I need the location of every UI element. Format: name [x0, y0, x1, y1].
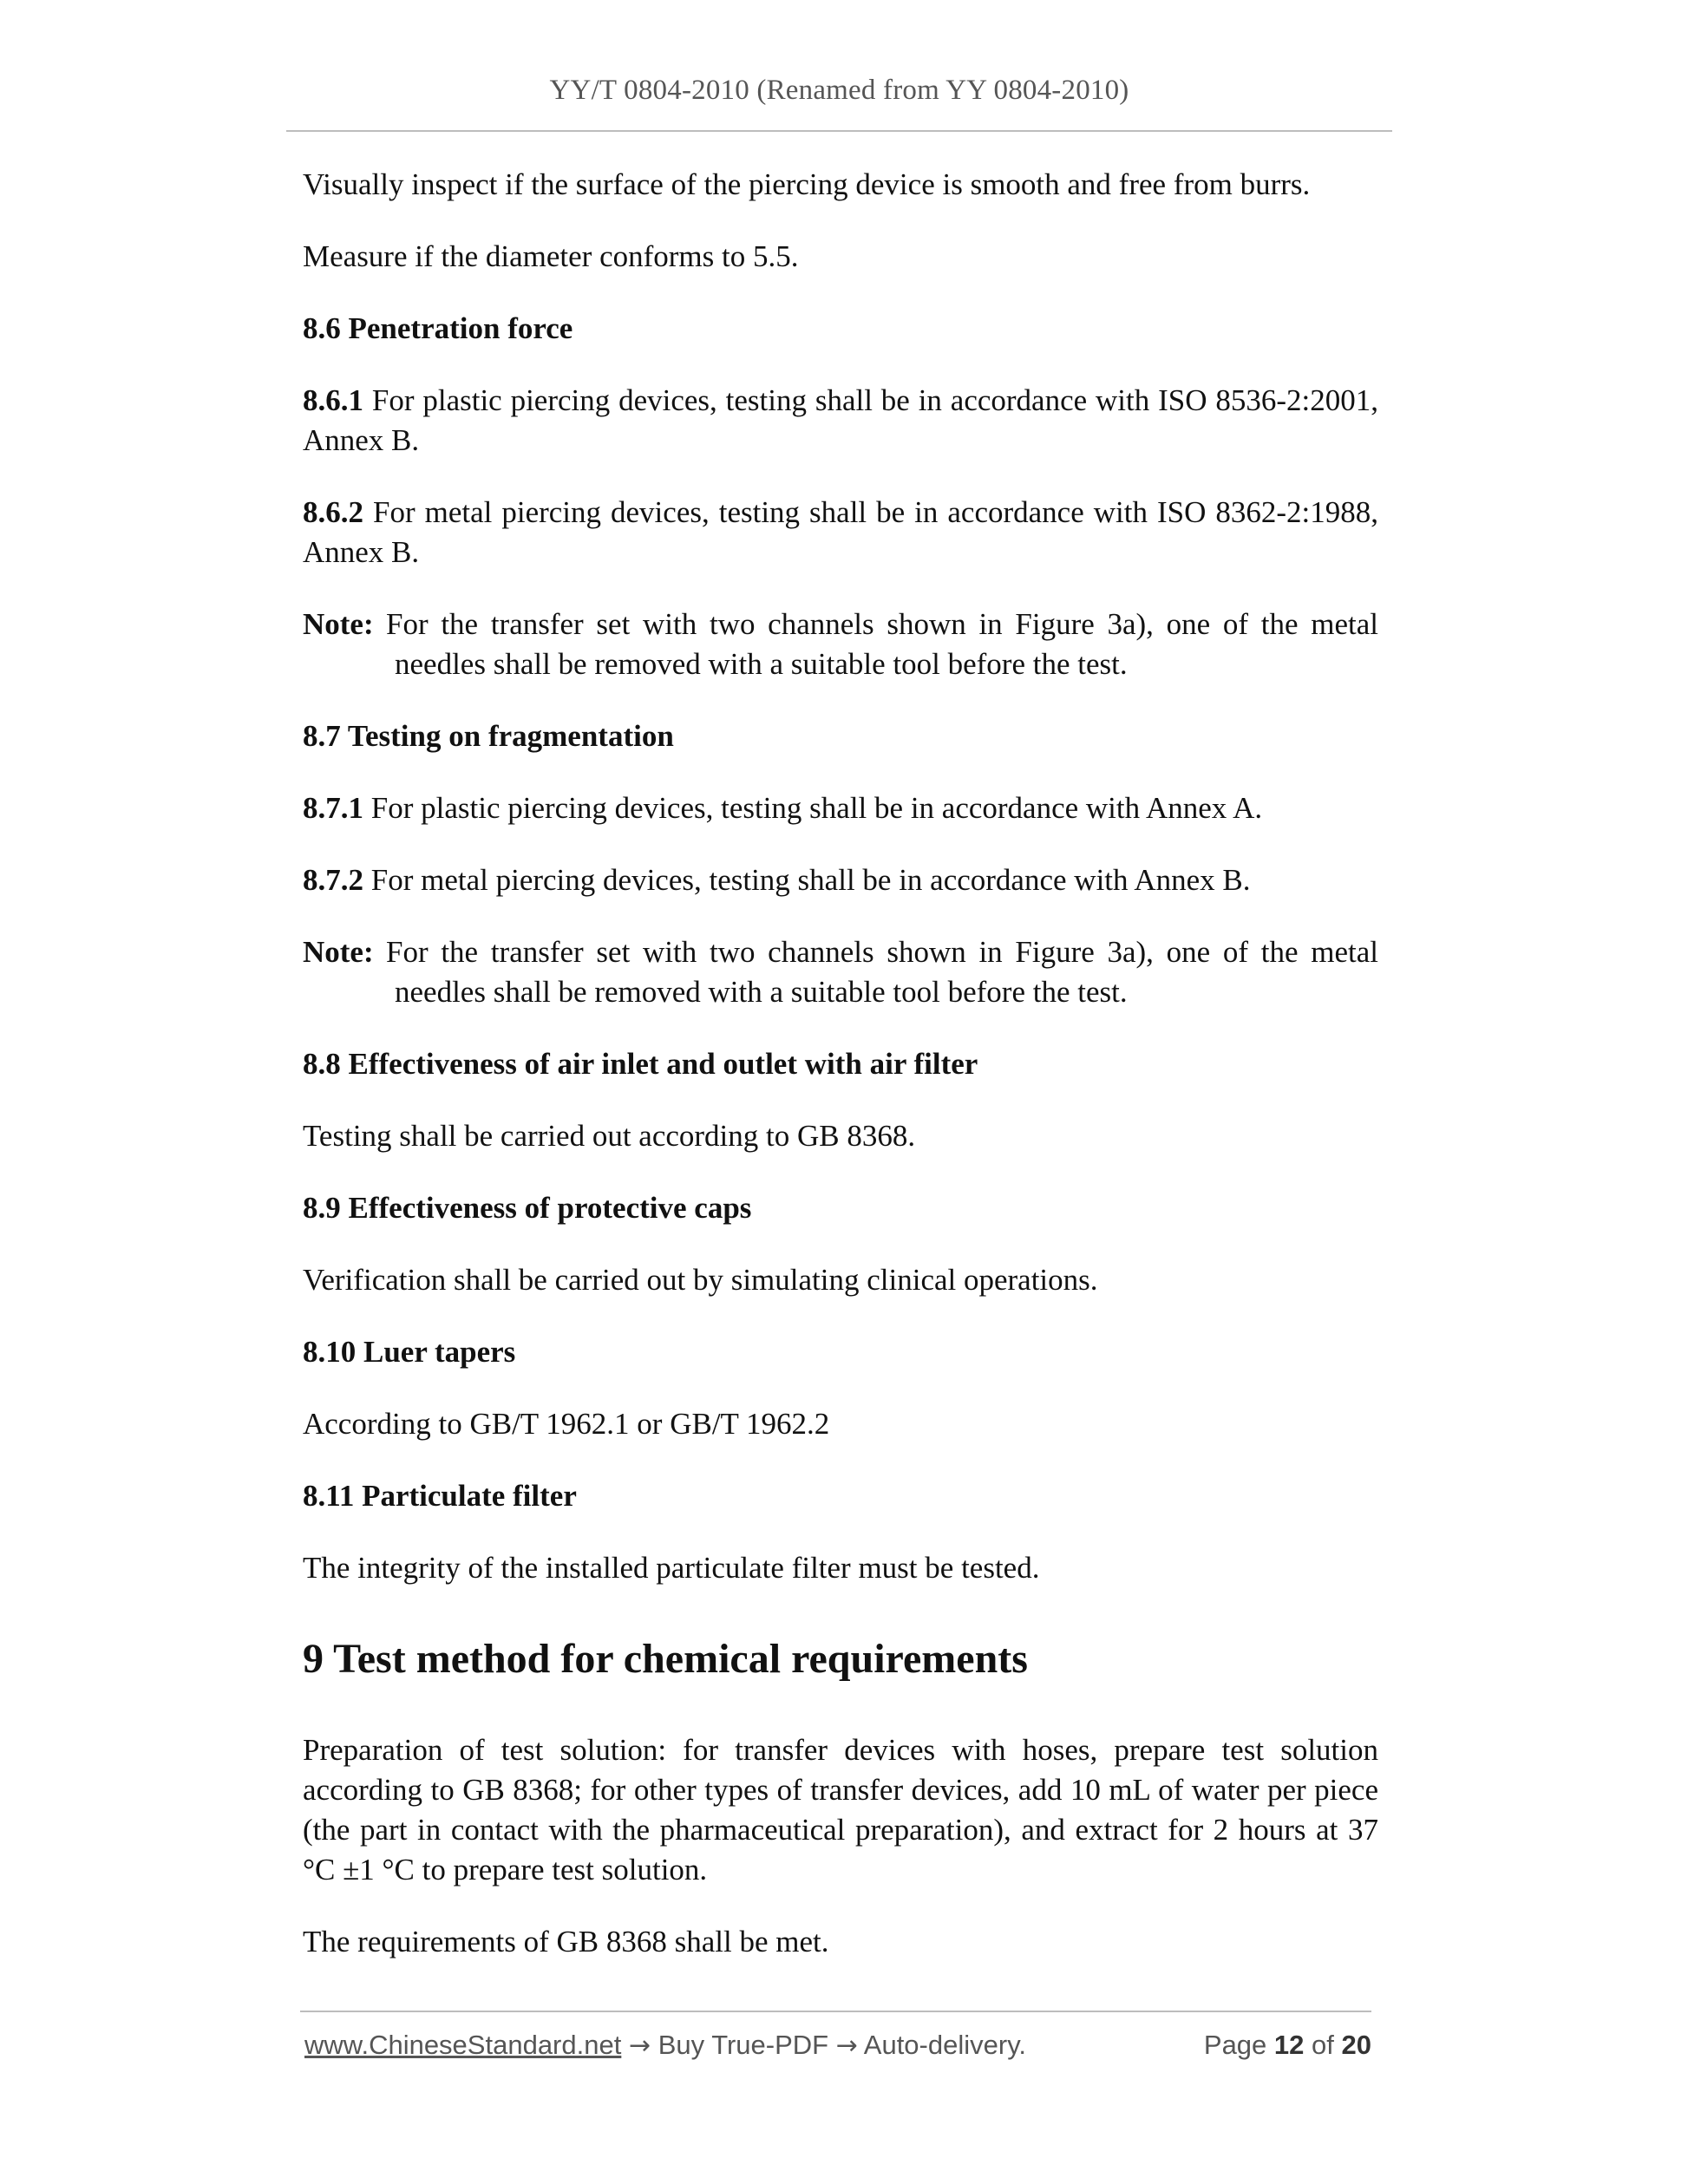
- document-body: [303, 165, 1378, 1994]
- note-text: For the transfer set with two channels shown in Figure 3a), one of the metal needles shall be removed with a suitable tool before the test.: [386, 935, 1378, 1009]
- clause-text: For plastic piercing devices, testing shall be in accordance with Annex A.: [363, 791, 1263, 825]
- clause-number: 8.6.1: [303, 383, 363, 417]
- clause-text: For plastic piercing devices, testing shall be in accordance with ISO 8536-2:2001, Annex B.: [303, 383, 1378, 457]
- paragraph-visual-inspection: Visually inspect if the surface of the piercing device is smooth and free from burrs.: [303, 167, 1311, 201]
- page-indicator: [1204, 2030, 1371, 2061]
- note-label: Note:: [303, 935, 374, 969]
- clause-8-7-2: [303, 860, 1378, 900]
- website-link[interactable]: www.ChineseStandard.net: [304, 2030, 622, 2060]
- clause-8-6-1: [303, 381, 1378, 461]
- paragraph-8-11: The integrity of the installed particulate filter must be tested.: [303, 1551, 1040, 1585]
- footer-divider: [300, 2011, 1371, 2012]
- auto-delivery-text: Auto-delivery.: [863, 2030, 1027, 2060]
- clause-number: 8.7.1: [303, 791, 363, 825]
- clause-number: 8.7.2: [303, 863, 363, 897]
- paragraph-measure-diameter: Measure if the diameter conforms to 5.5.: [303, 239, 799, 273]
- header-divider: [286, 130, 1392, 132]
- clause-8-7-1: [303, 788, 1378, 828]
- chapter-heading-9: 9 Test method for chemical requirements: [303, 1636, 1028, 1682]
- note-text: For the transfer set with two channels shown in Figure 3a), one of the metal needles shall be removed with a suitable tool before the test.: [386, 607, 1378, 681]
- section-heading-8-11: 8.11 Particulate filter: [303, 1479, 577, 1513]
- page-header-title: YY/T 0804-2010 (Renamed from YY 0804-2010): [549, 75, 1129, 106]
- note-label: Note:: [303, 607, 374, 641]
- arrow-right-icon: →: [628, 2030, 651, 2061]
- clause-number: 8.6.2: [303, 495, 363, 529]
- of-label: of: [1312, 2030, 1334, 2060]
- paragraph-8-10: According to GB/T 1962.1 or GB/T 1962.2: [303, 1407, 830, 1441]
- paragraph-9-requirements: The requirements of GB 8368 shall be met.: [303, 1925, 829, 1958]
- note-8-6: [303, 605, 1378, 684]
- clause-text: For metal piercing devices, testing shall be in accordance with Annex B.: [363, 863, 1251, 897]
- footer-links: [304, 2030, 1026, 2061]
- buy-true-pdf-text: Buy True-PDF: [658, 2030, 829, 2060]
- section-heading-8-10: 8.10 Luer tapers: [303, 1335, 516, 1369]
- paragraph-8-9: Verification shall be carried out by simulating clinical operations.: [303, 1263, 1098, 1297]
- page-current: 12: [1273, 2030, 1305, 2060]
- paragraph-8-8: Testing shall be carried out according to GB 8368.: [303, 1119, 916, 1153]
- note-8-7: [303, 932, 1378, 1012]
- page-footer: [304, 2030, 1371, 2070]
- clause-text: For metal piercing devices, testing shall be in accordance with ISO 8362-2:1988, Annex B.: [303, 495, 1378, 569]
- paragraph-9-test-solution: Preparation of test solution: for transfer devices with hoses, prepare test solution according to GB 8368; for other types of transfer devices, add 10 mL of water per piece (the part in contact with the pharmaceutical preparation), and extract for 2 hours at 37 °C ±1 °C to prepare test solution.: [303, 1733, 1378, 1886]
- section-heading-8-7: 8.7 Testing on fragmentation: [303, 719, 674, 753]
- arrow-right-icon: →: [835, 2030, 858, 2061]
- section-heading-8-8: 8.8 Effectiveness of air inlet and outlet with air filter: [303, 1047, 978, 1081]
- page-total: 20: [1341, 2030, 1371, 2060]
- clause-8-6-2: [303, 493, 1378, 572]
- section-heading-8-6: 8.6 Penetration force: [303, 311, 573, 345]
- section-heading-8-9: 8.9 Effectiveness of protective caps: [303, 1191, 752, 1225]
- page-label: Page: [1203, 2030, 1267, 2060]
